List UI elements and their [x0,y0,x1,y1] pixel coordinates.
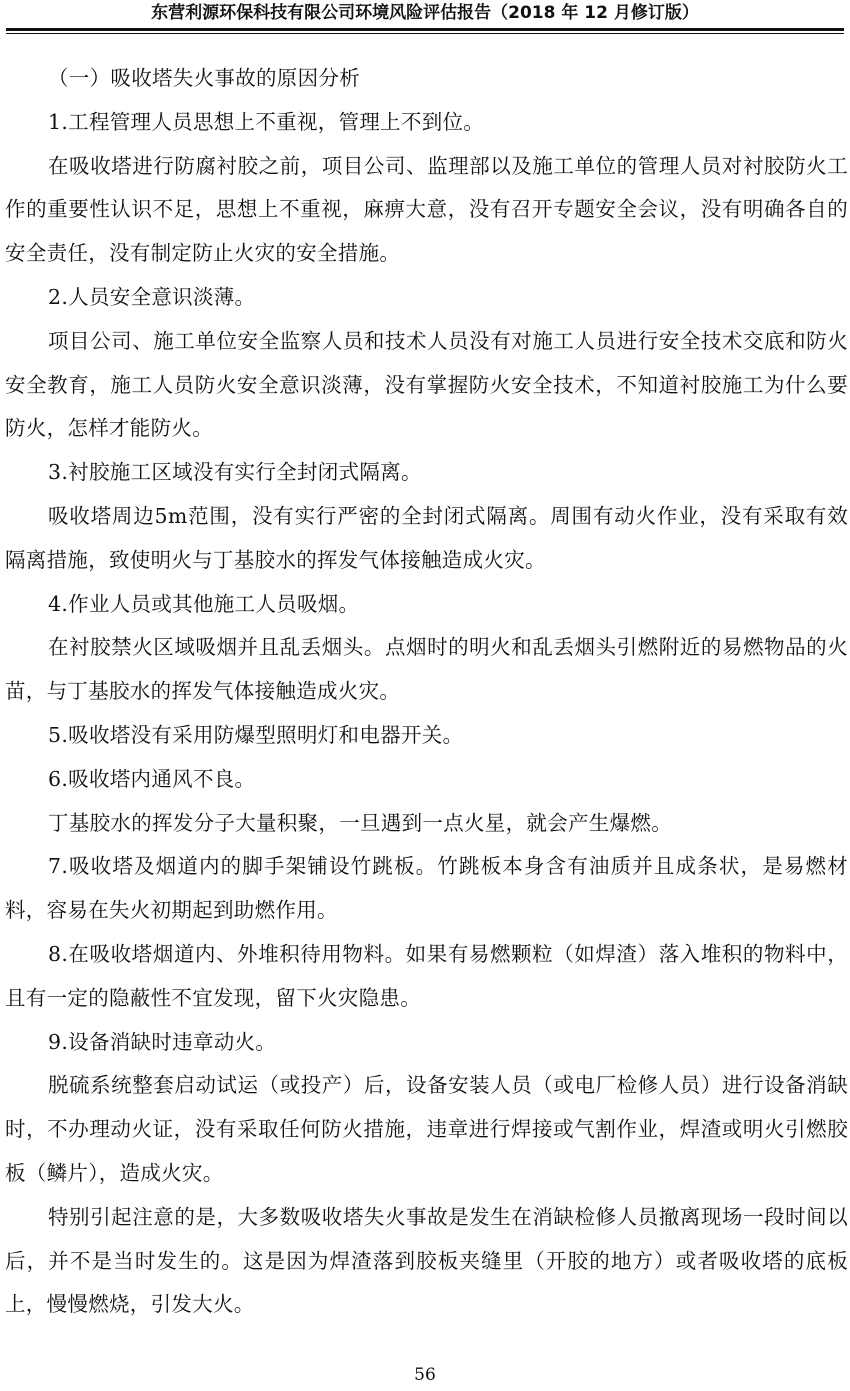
cause-item-8: 8.在吸收塔烟道内、外堆积待用物料。如果有易燃颗粒（如焊渣）落入堆积的物料中，且有一定的隐蔽性不宜发现，留下火灾隐患。 [5,941,848,1010]
cause-detail-4: 在衬胶禁火区域吸烟并且乱丢烟头。点烟时的明火和乱丢烟头引燃附近的易燃物品的火苗，与丁基胶水的挥发气体接触造成火灾。 [5,635,848,704]
cause-detail-9: 脱硫系统整套启动试运（或投产）后，设备安装人员（或电厂检修人员）进行设备消缺时，不办理动火证，没有采取任何防火措施，违章进行焊接或气割作业，焊渣或明火引燃胶板（鳞片），造成火灾。 [5,1073,848,1185]
cause-item-6: 6.吸收塔内通风不良。 [48,766,256,791]
cause-item-4: 4.作业人员或其他施工人员吸烟。 [48,591,360,616]
page-number: 56 [414,1365,436,1385]
cause-detail-6: 丁基胶水的挥发分子大量积聚，一旦遇到一点火星，就会产生爆燃。 [48,810,672,835]
cause-detail-1: 在吸收塔进行防腐衬胶之前，项目公司、监理部以及施工单位的管理人员对衬胶防火工作的重要性认识不足，思想上不重视，麻痹大意，没有召开专题安全会议，没有明确各自的安全责任，没有制定防止火灾的安全措施。 [5,153,848,266]
header-rule-thin [6,33,844,34]
page-header [0,0,850,30]
cause-item-7: 7.吸收塔及烟道内的脚手架铺设竹跳板。竹跳板本身含有油质并且成条状，是易燃材料，容易在失火初期起到助燃作用。 [5,854,848,923]
cause-item-3: 3.衬胶施工区域没有实行全封闭式隔离。 [48,460,422,485]
cause-item-9: 9.设备消缺时违章动火。 [48,1029,277,1054]
header-rule-thick [6,28,844,31]
cause-detail-3: 吸收塔周边5m范围，没有实行严密的全封闭式隔离。周围有动火作业，没有采取有效隔离措施，致使明火与丁基胶水的挥发气体接触造成火灾。 [5,503,848,572]
cause-item-1: 1.工程管理人员思想上不重视，管理上不到位。 [48,109,485,134]
cause-item-5: 5.吸收塔没有采用防爆型照明灯和电器开关。 [48,722,464,747]
header-title: 东营利源环保科技有限公司环境风险评估报告（2018 年 12 月修订版） [151,3,699,23]
cause-item-2: 2.人员安全意识淡薄。 [48,284,256,309]
special-note: 特别引起注意的是，大多数吸收塔失火事故是发生在消缺检修人员撤离现场一段时间以后，并不是当时发生的。这是因为焊渣落到胶板夹缝里（开胶的地方）或者吸收塔的底板上，慢慢燃烧，引发大火。 [5,1204,848,1317]
document-body [5,57,848,1327]
cause-detail-2: 项目公司、施工单位安全监察人员和技术人员没有对施工人员进行安全技术交底和防火安全教育，施工人员防火安全意识淡薄，没有掌握防火安全技术，不知道衬胶施工为什么要防火，怎样才能防火。 [5,328,848,441]
section-heading: （一）吸收塔失火事故的原因分析 [48,66,360,90]
